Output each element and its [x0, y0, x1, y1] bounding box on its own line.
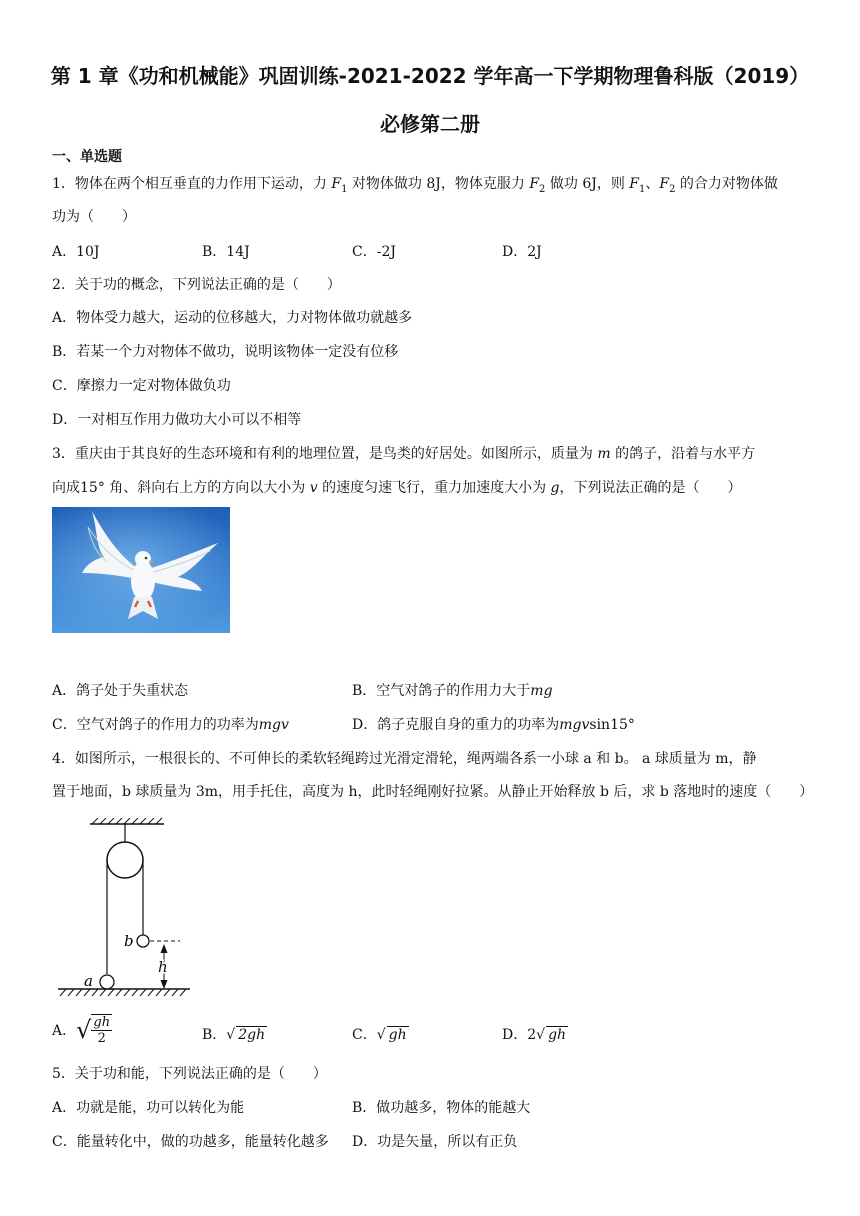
q5-stem: 5．关于功和能，下列说法正确的是（ ） [52, 1066, 327, 1082]
label-a: a [84, 972, 93, 990]
dove-photo [52, 507, 230, 633]
q2-option-d: D．一对相互作用力做功大小可以不相等 [52, 412, 302, 428]
q3-option-d: D．鸽子克服自身的重力的功率为mgvsin15° [352, 717, 635, 733]
q3-option-a: A．鸽子处于失重状态 [52, 683, 189, 699]
document-title-line1: 第 1 章《功和机械能》巩固训练-2021-2022 学年高一下学期物理鲁科版（2019） [50, 64, 810, 88]
label-h: h [158, 958, 168, 976]
label-b: b [124, 932, 134, 950]
q3-stem-line1: 3．重庆由于其良好的生态环境和有利的地理位置，是鸟类的好居处。如图所示，质量为 m 的鸽子，沿着与水平方 [52, 446, 756, 462]
q1-option-a: A．10J [52, 244, 100, 260]
q4-option-c: C．√ gh [352, 1027, 407, 1043]
q2-stem: 2．关于功的概念，下列说法正确的是（ ） [52, 277, 341, 293]
q1-option-b: B．14J [202, 244, 250, 260]
q1-option-d: D．2J [502, 244, 542, 260]
q5-option-a: A．功就是能，功可以转化为能 [52, 1100, 245, 1116]
q4-stem-line1: 4．如图所示，一根很长的、不可伸长的柔软轻绳跨过光滑定滑轮，绳两端各系一小球 a 和 b。 a 球质量为 m，静 [52, 751, 757, 767]
q4-option-b: B．√ 2gh [202, 1027, 266, 1043]
q3-option-c: C．空气对鸽子的作用力的功率为mgv [52, 717, 289, 733]
q4-option-d: D．2√ gh [502, 1027, 567, 1043]
q4-option-a: A．√ $\frac{gh}{2}$ [52, 1015, 111, 1046]
q2-option-a: A．物体受力越大，运动的位移越大，力对物体做功就越多 [52, 310, 413, 326]
q3-stem-line2: 向成15° 角、斜向右上方的方向以大小为 v 的速度匀速飞行，重力加速度大小为 g，下列说法正确的是（ ） [52, 480, 742, 496]
q2-option-c: C．摩擦力一定对物体做负功 [52, 378, 231, 394]
q1-option-c: C．-2J [352, 244, 396, 260]
q1-stem-line1: 1．物体在两个相互垂直的力作用下运动，力 $F_1$ 对物体做功 8J，物体克服力 $F_2$ 做功 6J，则 $F_1$、$F_2$ 的合力对物体做 [52, 176, 778, 195]
q3-option-b: B．空气对鸽子的作用力大于mg [352, 683, 553, 699]
pulley-diagram [52, 812, 202, 1002]
section-heading: 一、单选题 [52, 149, 122, 165]
q5-option-b: B．做功越多，物体的能越大 [352, 1100, 531, 1116]
q4-stem-line2: 置于地面，b 球质量为 3m，用手托住，高度为 h，此时轻绳刚好拉紧。从静止开始释放 b 后，求 b 落地时的速度（ ） [52, 784, 814, 800]
q2-option-b: B．若某一个力对物体不做功，说明该物体一定没有位移 [52, 344, 399, 360]
q5-option-d: D．功是矢量，所以有正负 [352, 1134, 518, 1150]
q5-option-c: C．能量转化中，做的功越多，能量转化越多 [52, 1134, 329, 1150]
document-title-line2: 必修第二册 [380, 112, 480, 136]
q1-stem-line2: 功为（ ） [52, 209, 136, 225]
